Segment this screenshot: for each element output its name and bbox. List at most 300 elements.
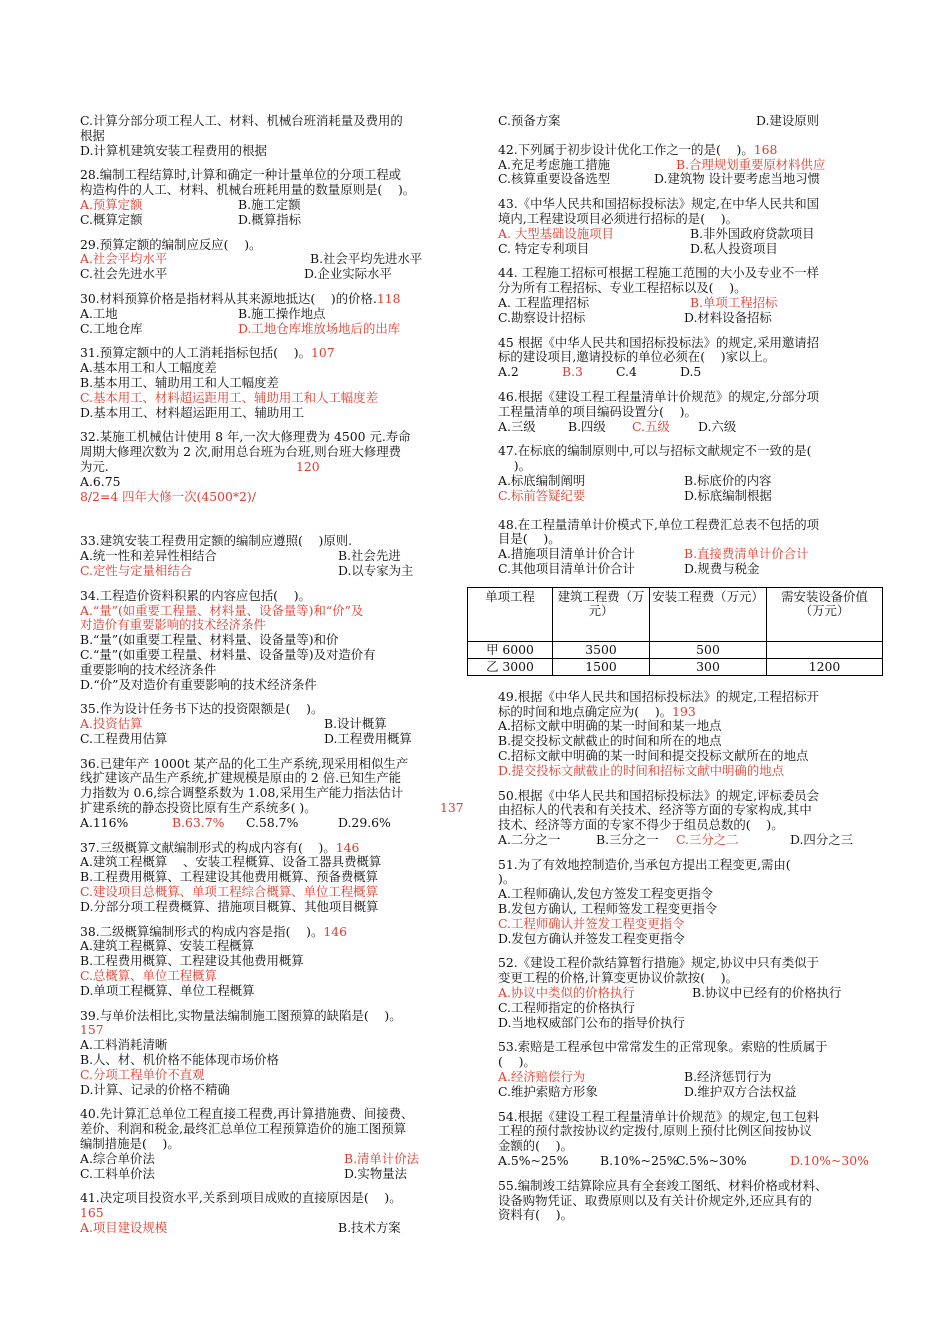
line-text: 47.在标底的编制原则中,可以与招标文献规定不一致的是( [498, 444, 812, 459]
question-line [80, 786, 466, 801]
option-text: C.维护索赔方形象 [498, 1083, 598, 1099]
line-text: 43.《中华人民共和国招标投标法》规定,在中华人民共和国 [498, 197, 820, 212]
line-text: B.工程费用概算、工程建设其他费用概算 [80, 954, 304, 969]
option-text: A.2 [498, 364, 519, 380]
option-text: C.五级 [632, 418, 670, 434]
option-text: D.标底编制根据 [684, 487, 772, 503]
line-text: A.招标文献中明确的某一时间和某一地点 [498, 719, 722, 734]
option-text: C.勘察设计招标 [498, 309, 586, 325]
line-text: 31.预算定额中的人工消耗指标包括( )。 [80, 346, 311, 361]
line-text: 标的时间和地点确定应为( )。 [498, 704, 673, 719]
line-text: D.计算、记录的价格不精确 [80, 1082, 230, 1097]
line-text: A.“量”(如重要工程量、材料量、设备量等)和“价”及 [80, 603, 364, 618]
line-text: D.分部分项工程费概算、措施项目概算、其他项目概算 [80, 899, 379, 914]
option-row [80, 267, 466, 282]
question-line [498, 197, 884, 212]
line-text: B.工程费用概算、工程建设其他费用概算、预备费概算 [80, 870, 379, 885]
page-ref: 193 [672, 704, 696, 719]
option-row [498, 227, 884, 242]
question-line [80, 663, 466, 678]
option-text: C.预备方案 [498, 113, 561, 128]
line-text: 构造构件的人工、材料、机械台班耗用量的数量原则是( )。 [80, 183, 416, 198]
option-text: B.社会平均先进水平 [310, 251, 423, 267]
question-line [80, 292, 466, 307]
question-line [80, 490, 466, 505]
question-line [498, 1001, 884, 1016]
question-block [498, 444, 884, 503]
question-block [498, 143, 884, 187]
option-text: A.综合单价法 [80, 1150, 155, 1166]
option-row [80, 816, 466, 831]
option-text: D.建筑物 设计要考虑当地习惯 [654, 171, 821, 187]
question-line [80, 604, 466, 619]
page-ref: 118 [376, 291, 401, 306]
option-text: B.四级 [568, 418, 606, 434]
line-text: C.招标文献中明确的某一时间和提交投标文献所在的地点 [498, 748, 809, 763]
option-text: D.5 [680, 364, 702, 380]
option-text: B.单项工程招标 [690, 294, 778, 310]
question-block [80, 1009, 466, 1098]
question-block [80, 430, 466, 504]
option-text: A.项目建设规模 [80, 1220, 168, 1235]
cost-table [467, 587, 883, 676]
page-ref: 107 [311, 346, 335, 361]
option-text: B.直接费清单计价合计 [684, 546, 809, 562]
question-block [80, 534, 466, 578]
table-cell: 500 [650, 641, 767, 658]
option-row [80, 549, 466, 564]
line-text: A.建筑工程概算 、安装工程概算、设备工器具费概算 [80, 855, 382, 870]
question-line [80, 376, 466, 391]
question-line [80, 702, 466, 717]
question-line [498, 518, 884, 533]
line-text: 37.三级概算文献编制形式的构成内容有( )。 [80, 840, 336, 855]
line-text: 8/2=4 四年大修一次(4500*2)/ [80, 489, 256, 504]
option-text: B.设计概算 [324, 716, 387, 732]
question-line [498, 405, 884, 420]
option-row [498, 242, 884, 257]
line-text: 线扩建该产品生产系统,扩建规模是原由的 2 倍.已知生产能 [80, 771, 402, 786]
question-line [498, 336, 884, 351]
question-line [498, 1016, 884, 1031]
option-row [80, 1167, 466, 1182]
option-text: B.合理规划重要原材料供应 [676, 156, 826, 172]
question-line [498, 1110, 884, 1125]
option-text: D.实物量法 [344, 1165, 407, 1181]
option-row [80, 213, 466, 228]
question-line [498, 764, 884, 779]
option-text: A. 工程监理招标 [498, 294, 590, 310]
question-line [80, 678, 466, 693]
question-block [498, 956, 884, 1030]
question-block [498, 1179, 884, 1223]
line-text: 对造价有重要影响的技术经济条件 [80, 618, 266, 633]
question-line [80, 757, 466, 772]
line-text: C.总概算、单位工程概算 [80, 969, 217, 984]
option-text: A.经济赔偿行为 [498, 1069, 586, 1085]
line-text: A.建筑工程概算、安装工程概算 [80, 939, 254, 954]
question-line [80, 954, 466, 969]
question-line [498, 690, 884, 705]
question-line [80, 984, 466, 999]
question-line [498, 143, 884, 158]
question-line [80, 969, 466, 984]
option-text: B.3 [562, 364, 583, 380]
question-line [80, 618, 466, 633]
question-line [80, 1191, 466, 1206]
option-text: B.非外国政府贷款项目 [690, 225, 815, 241]
option-row [80, 801, 466, 816]
question-line [80, 870, 466, 885]
left-column [80, 114, 466, 1246]
line-text: 资料有( )。 [498, 1208, 573, 1223]
line-text: C.分项工程单价不直观 [80, 1067, 205, 1082]
option-row [498, 1070, 884, 1085]
option-text: D.10%~30% [790, 1153, 869, 1169]
option-text: B.清单计价法 [344, 1150, 419, 1166]
question-line [498, 266, 884, 281]
question-line [80, 841, 466, 856]
line-text: D.单项工程概算、单位工程概算 [80, 983, 255, 998]
line-text: 40.先计算汇总单位工程直接工程费,再计算措施费、间接费、 [80, 1107, 414, 1122]
table-cell: 甲 6000 [468, 641, 553, 658]
question-line [80, 183, 466, 198]
question-block [80, 1107, 466, 1181]
question-line [80, 1009, 466, 1024]
option-text: D.六级 [698, 418, 737, 434]
option-row [80, 460, 466, 475]
option-row [80, 307, 466, 322]
line-text: 29.预算定额的编制应反应( )。 [80, 237, 262, 252]
option-text: B.施工定额 [238, 196, 301, 212]
option-text: A.统一性和差异性相结合 [80, 548, 217, 564]
line-text: 48.在工程量清单计价模式下,单位工程费汇总表不包括的项 [498, 517, 820, 532]
line-text: 38.二级概算编制形式的构成内容是指( )。 [80, 924, 324, 939]
option-text: C.4 [616, 364, 637, 380]
option-row [498, 1154, 884, 1169]
option-row [80, 717, 466, 732]
line-text: C.建设项目总概算、单项工程综合概算、单位工程概算 [80, 885, 378, 900]
option-text: 120 [296, 458, 320, 474]
question-block [80, 925, 466, 999]
option-text: C.工地仓库 [80, 320, 143, 336]
option-row [80, 564, 466, 579]
question-line [498, 917, 884, 932]
question-line [498, 719, 884, 734]
question-line [80, 1137, 466, 1152]
option-text: D.以专家为主 [338, 562, 414, 578]
line-text: 46.根据《建设工程工程量清单计价规范》的规定,分部分项 [498, 389, 820, 404]
question-line [80, 168, 466, 183]
question-line [80, 475, 466, 490]
question-line [80, 900, 466, 915]
line-text: 28.编制工程结算时,计算和确定一种计量单位的分项工程或 [80, 168, 402, 183]
line-text: )。 [498, 459, 531, 474]
option-text: B.10%~25% [600, 1153, 679, 1169]
question-line [80, 129, 466, 144]
question-block [80, 168, 466, 227]
option-text: A.投资估算 [80, 716, 143, 732]
option-text: D.企业实际水平 [304, 266, 392, 282]
line-text: 境内,工程建设项目必须进行招标的是( )。 [498, 211, 739, 226]
right-questions-bottom [498, 690, 884, 1224]
question-line [498, 444, 884, 459]
option-row [498, 489, 884, 504]
line-text: 36.已建年产 1000t 某产品的化工生产系统,现采用相似生产 [80, 756, 409, 771]
line-text: B.发包方确认, 工程师签发工程变更指令 [498, 902, 718, 917]
option-row [498, 547, 884, 562]
line-text: 重要影响的技术经济条件 [80, 662, 217, 677]
question-block [80, 1191, 466, 1235]
question-line [80, 589, 466, 604]
question-line [498, 212, 884, 227]
question-line [80, 406, 466, 421]
option-text: C. 特定专利项目 [498, 240, 590, 256]
option-text: B.63.7% [172, 814, 225, 830]
option-text: A.116% [80, 814, 129, 830]
table-cell: 3500 [553, 641, 650, 658]
option-text: A.措施项目清单计价合计 [498, 546, 635, 562]
line-text: 工程量清单的项目编码设置分( )。 [498, 404, 697, 419]
line-text: 49.根据《中华人民共和国招标投标法》的规定,工程招标开 [498, 689, 820, 704]
line-text: B.基本用工、辅助用工和人工幅度差 [80, 375, 279, 390]
line-text: 54.根据《建设工程工程量清单计价规范》的规定,包工包料 [498, 1109, 820, 1124]
option-text: C.概算定额 [80, 211, 143, 227]
question-line [498, 1194, 884, 1209]
option-text: B.社会先进 [338, 548, 401, 564]
option-text: 137 [440, 800, 464, 816]
line-text: B.提交投标文献截止的时间和所在的地点 [498, 734, 722, 749]
line-text: 35.作为设计任务书下达的投资限额是( )。 [80, 702, 324, 717]
option-text: A.标底编制阐明 [498, 472, 586, 488]
question-line [498, 1124, 884, 1139]
question-block [498, 390, 884, 434]
option-text: C.定性与定量相结合 [80, 562, 193, 578]
question-line [498, 872, 884, 887]
option-text: A. 大型基础设施项目 [498, 225, 614, 241]
question-line [80, 1038, 466, 1053]
question-block [80, 589, 466, 693]
question-line [498, 459, 884, 474]
option-text: A.预算定额 [80, 196, 143, 212]
line-text: B.人、材、机价格不能体现市场价格 [80, 1053, 279, 1068]
table-header-cell: 单项工程 [468, 587, 553, 641]
option-text: C.三分之二 [676, 831, 739, 847]
option-text: B.技术方案 [338, 1220, 401, 1235]
option-text: B.协议中已经有的价格执行 [692, 985, 842, 1001]
question-line [498, 789, 884, 804]
question-line [498, 1040, 884, 1055]
line-text: C.工程师确认并签发工程变更指令 [498, 916, 685, 931]
table-cell [767, 641, 883, 658]
line-text: 技术、经济等方面的专家不得少于组员总数的( )。 [498, 818, 784, 833]
option-row [498, 114, 884, 129]
question-block [498, 858, 884, 947]
option-text: C.标前答疑纪要 [498, 487, 586, 503]
question-line [498, 749, 884, 764]
option-text: D.四分之三 [790, 831, 853, 847]
right-column [485, 113, 884, 1233]
line-text: A.基本用工和人工幅度差 [80, 361, 217, 376]
table-header-cell: 建筑工程费（万元） [553, 587, 650, 641]
question-line [498, 1055, 884, 1070]
question-block [498, 1110, 884, 1169]
line-text: A.工程师确认,发包方签发工程变更指令 [498, 887, 714, 902]
option-text: D.私人投资项目 [690, 240, 778, 256]
question-line [80, 114, 466, 129]
option-text: C.社会先进水平 [80, 266, 168, 282]
line-text: B.“量”(如重要工程量、材料量、设备量等)和价 [80, 633, 339, 648]
line-text: 41.决定项目投资水平,关系到项目成败的直接原因是( )。 [80, 1191, 402, 1206]
question-line [498, 281, 884, 296]
question-block [498, 518, 884, 577]
question-block [80, 238, 466, 282]
option-row [498, 311, 884, 326]
question-line [80, 1053, 466, 1068]
option-text: B.标底价的内容 [684, 472, 772, 488]
table-row [468, 641, 883, 658]
line-text: 33.建筑安装工程费用定额的编制应遵照( )原则. [80, 534, 353, 549]
line-text: 目是( )。 [498, 532, 561, 547]
question-line [498, 858, 884, 873]
line-text: 分为所有工程招标、专业工程招标以及( )。 [498, 281, 747, 296]
option-text: C.58.7% [246, 814, 299, 830]
question-line [498, 1139, 884, 1154]
line-text: 45 根据《中华人民共和国招标投标法》的规定,采用邀请招 [498, 335, 820, 350]
option-row [498, 562, 884, 577]
question-block [80, 757, 466, 831]
table-header-cell: 安装工程费（万元） [650, 587, 767, 641]
line-text: 编制措施是( )。 [80, 1137, 180, 1152]
table-cell: 1500 [553, 658, 650, 675]
option-row [498, 1085, 884, 1100]
line-text: 34.工程造价资料积累的内容应包括( )。 [80, 588, 311, 603]
line-text: D.基本用工、材料超运距用工、辅助用工 [80, 405, 305, 420]
line-text: D.提交投标文献截止的时间和招标文献中明确的地点 [498, 763, 785, 778]
question-line [498, 887, 884, 902]
question-block [80, 346, 466, 420]
option-row [80, 198, 466, 213]
question-block [80, 702, 466, 746]
table-row [468, 658, 883, 675]
line-text: 设备购物凭证、取费原则以及有关计价规定外,还应具有的 [498, 1193, 812, 1208]
question-line [80, 361, 466, 376]
line-text: 32.某施工机械估计使用 8 年,一次大修理费为 4500 元.寿命 [80, 430, 411, 445]
question-line [498, 734, 884, 749]
question-line [80, 633, 466, 648]
option-text: D.建设原则 [756, 113, 819, 128]
question-line [80, 430, 466, 445]
line-text: A.工料消耗清晰 [80, 1038, 168, 1053]
option-text: C.其他项目清单计价合计 [498, 560, 635, 576]
option-text: D.维护双方合法权益 [684, 1083, 797, 1099]
option-text: A.协议中类似的价格执行 [498, 985, 635, 1001]
option-text: 扩建系统的静态投资比原有生产系统多( )。 [80, 800, 317, 816]
question-line [80, 885, 466, 900]
line-text: 53.索赔是工程承包中常常发生的正常现象。索赔的性质属于 [498, 1040, 828, 1055]
option-row [498, 474, 884, 489]
option-row [498, 365, 884, 380]
line-text: 157 [80, 1023, 104, 1038]
line-text: )。 [498, 872, 516, 887]
option-text: B.施工操作地点 [238, 305, 326, 321]
line-text: 力指数为 0.6,综合调整系数为 1.08,采用生产能力指法估计 [80, 786, 404, 801]
question-line [80, 1083, 466, 1098]
option-text: C.核算重要设备选型 [498, 171, 611, 187]
option-row [498, 986, 884, 1001]
option-row [80, 732, 466, 747]
question-line [80, 534, 466, 549]
line-text: 55.编制竣工结算除应具有全套竣工图纸、材料价格或材料、 [498, 1178, 828, 1193]
option-row [80, 252, 466, 267]
question-block [80, 292, 466, 336]
line-text: 工程的预付款按协议约定拨付,原则上预付比例区间按协议 [498, 1124, 812, 1139]
line-text: 39.与单价法相比,实物量法编制施工图预算的缺陷是( )。 [80, 1008, 402, 1023]
option-text: A.三级 [498, 418, 536, 434]
question-line [498, 390, 884, 405]
question-block [498, 197, 884, 256]
table-cell: 1200 [767, 658, 883, 675]
option-text: C.5%~30% [676, 1153, 747, 1169]
page-ref: 146 [335, 840, 360, 855]
option-text: A.社会平均水平 [80, 251, 168, 267]
option-row [80, 1221, 466, 1236]
question-line [80, 648, 466, 663]
line-text: 由招标人的代表和有关技术、经济等方面的专家构成,其中 [498, 803, 812, 818]
right-questions-top [498, 114, 884, 577]
question-line [80, 144, 466, 159]
option-text: C.工程费用估算 [80, 730, 168, 746]
line-text: D.当地权威部门公布的指导价执行 [498, 1015, 685, 1030]
line-text: C.计算分部分项工程人工、材料、机械台班消耗量及费用的 [80, 114, 403, 128]
question-block [498, 690, 884, 779]
option-text: A.5%~25% [498, 1153, 569, 1169]
question-line [498, 1179, 884, 1194]
option-row [498, 172, 884, 187]
option-row [80, 322, 466, 337]
line-text: 165 [80, 1206, 104, 1221]
question-block [80, 841, 466, 915]
line-text: 30.材料预算价格是指材料从其来源地抵达( )的价格. [80, 291, 377, 306]
question-line [80, 925, 466, 940]
line-text: A.6.75 [80, 474, 121, 489]
option-row [498, 296, 884, 311]
question-line [498, 803, 884, 818]
line-text: D.计算机建筑安装工程费用的根据 [80, 143, 267, 158]
option-text: C.工料单价法 [80, 1165, 155, 1181]
line-text: 变更工程的价格,计算变更协议价款按( )。 [498, 971, 739, 986]
question-line [80, 445, 466, 460]
question-line [80, 939, 466, 954]
line-text: D.发包方确认并签发工程变更指令 [498, 931, 685, 946]
line-text: D.“价”及对造价有重要影响的技术经济条件 [80, 677, 317, 692]
line-text: 51.为了有效地控制造价,当承包方提出工程变更,需由( [498, 857, 791, 872]
question-line [498, 971, 884, 986]
question-line [80, 346, 466, 361]
option-row [498, 420, 884, 435]
cost-table-header-row [468, 587, 883, 641]
line-text: 42.下列属于初步设计优化工作之一的是( )。 [498, 142, 754, 157]
option-row [498, 833, 884, 848]
question-line [80, 771, 466, 786]
page-ref: 146 [323, 924, 348, 939]
question-block [498, 789, 884, 848]
question-line [498, 956, 884, 971]
option-text: B.经济惩罚行为 [684, 1069, 772, 1085]
question-block [498, 266, 884, 325]
option-text: A.二分之一 [498, 831, 561, 847]
option-row [80, 1152, 466, 1167]
